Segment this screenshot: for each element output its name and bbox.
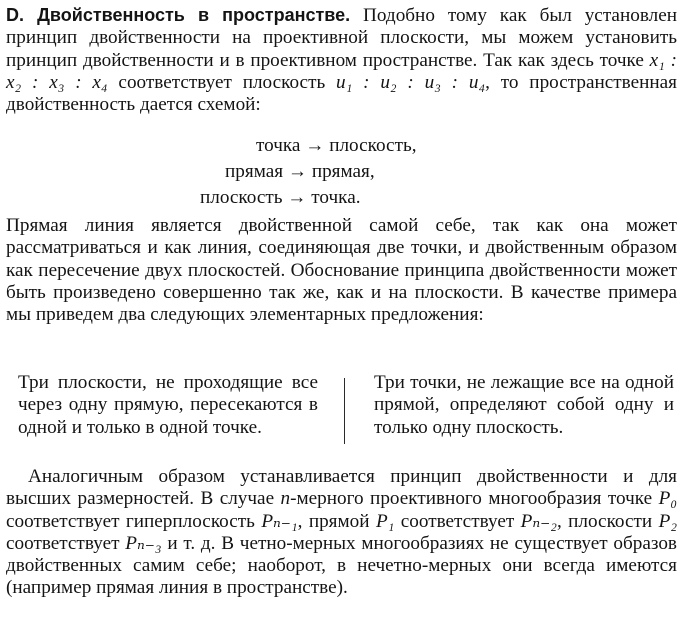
var-p2: P₂ xyxy=(658,510,677,532)
p3-text-h: и т. д. В четно-мерных многообразиях не существует образов двойственных самим себе; наоборот, в нечетно-мерных они всегда имеются (например прямая линия в пространстве). xyxy=(6,532,677,599)
p3-text-g: соответствует xyxy=(6,532,126,554)
scheme-line-line: прямая → прямая, xyxy=(225,161,375,182)
p3-text-f: , плоскости xyxy=(556,510,659,532)
paragraph-duality-in-space xyxy=(6,4,677,116)
scheme-line-point: точка → плоскость, xyxy=(256,135,417,156)
duality-scheme xyxy=(200,133,500,211)
point-coordinates: x₁ : x₂ : x₃ : x₄ xyxy=(6,49,677,93)
var-pn2: Pₙ₋₂ xyxy=(520,510,557,532)
paragraph-self-dual-line: Прямая линия является двойственной самой себе, так как она может рассматриваться и как линия, соединяющая две точки, и двойственным образом как пересечение двух плоскостей. Обоснование принципа двойственности может быть произведено совершенно так же, как и на плоскости. В качестве примера мы приведем два следующих элементарных предложения: xyxy=(6,215,677,326)
var-p0: P₀ xyxy=(658,488,677,510)
column-divider xyxy=(344,378,345,444)
var-n: n xyxy=(280,488,291,510)
plane-coordinates: u₁ : u₂ : u₃ : u₄ xyxy=(336,71,486,93)
p1-text-a: Подобно тому как был установлен принцип двойственности на проективной плоскости, мы можем установить принцип двойственности и в проективном пространстве. Так как здесь точке xyxy=(6,5,677,71)
var-pn1: Pₙ₋₁ xyxy=(261,510,298,532)
p3-text-b: -мерного проективного многообразия точке xyxy=(290,488,659,510)
var-p1: P₁ xyxy=(375,510,395,532)
var-pn3: Pₙ₋₃ xyxy=(125,532,162,554)
p3-text-d: , прямой xyxy=(297,510,376,532)
p3-text-c: соответствует гиперплоскость xyxy=(6,510,262,532)
p1-text-b: соответствует плоскость xyxy=(107,71,337,93)
proposition-three-planes: Три плоскости, не проходящие все через одну прямую, пересекаются в одной и только в одной точке. xyxy=(18,372,318,438)
paragraph-higher-dimensions xyxy=(6,466,677,600)
p1-text-c: , то пространственная двойственность дается схемой: xyxy=(6,71,678,116)
section-heading: D. Двойственность в пространстве. xyxy=(6,5,351,25)
scheme-line-plane: плоскость → точка. xyxy=(200,187,361,208)
p3-text-e: соответствует xyxy=(394,510,521,532)
p3-text-a: Аналогичным образом устанавливается принцип двойственности и для высших размерностей. В случае xyxy=(6,466,677,510)
dual-propositions xyxy=(6,372,677,456)
proposition-three-points: Три точки, не лежащие все на одной прямой, определяют собой одну и только одну плоскость. xyxy=(374,372,674,438)
